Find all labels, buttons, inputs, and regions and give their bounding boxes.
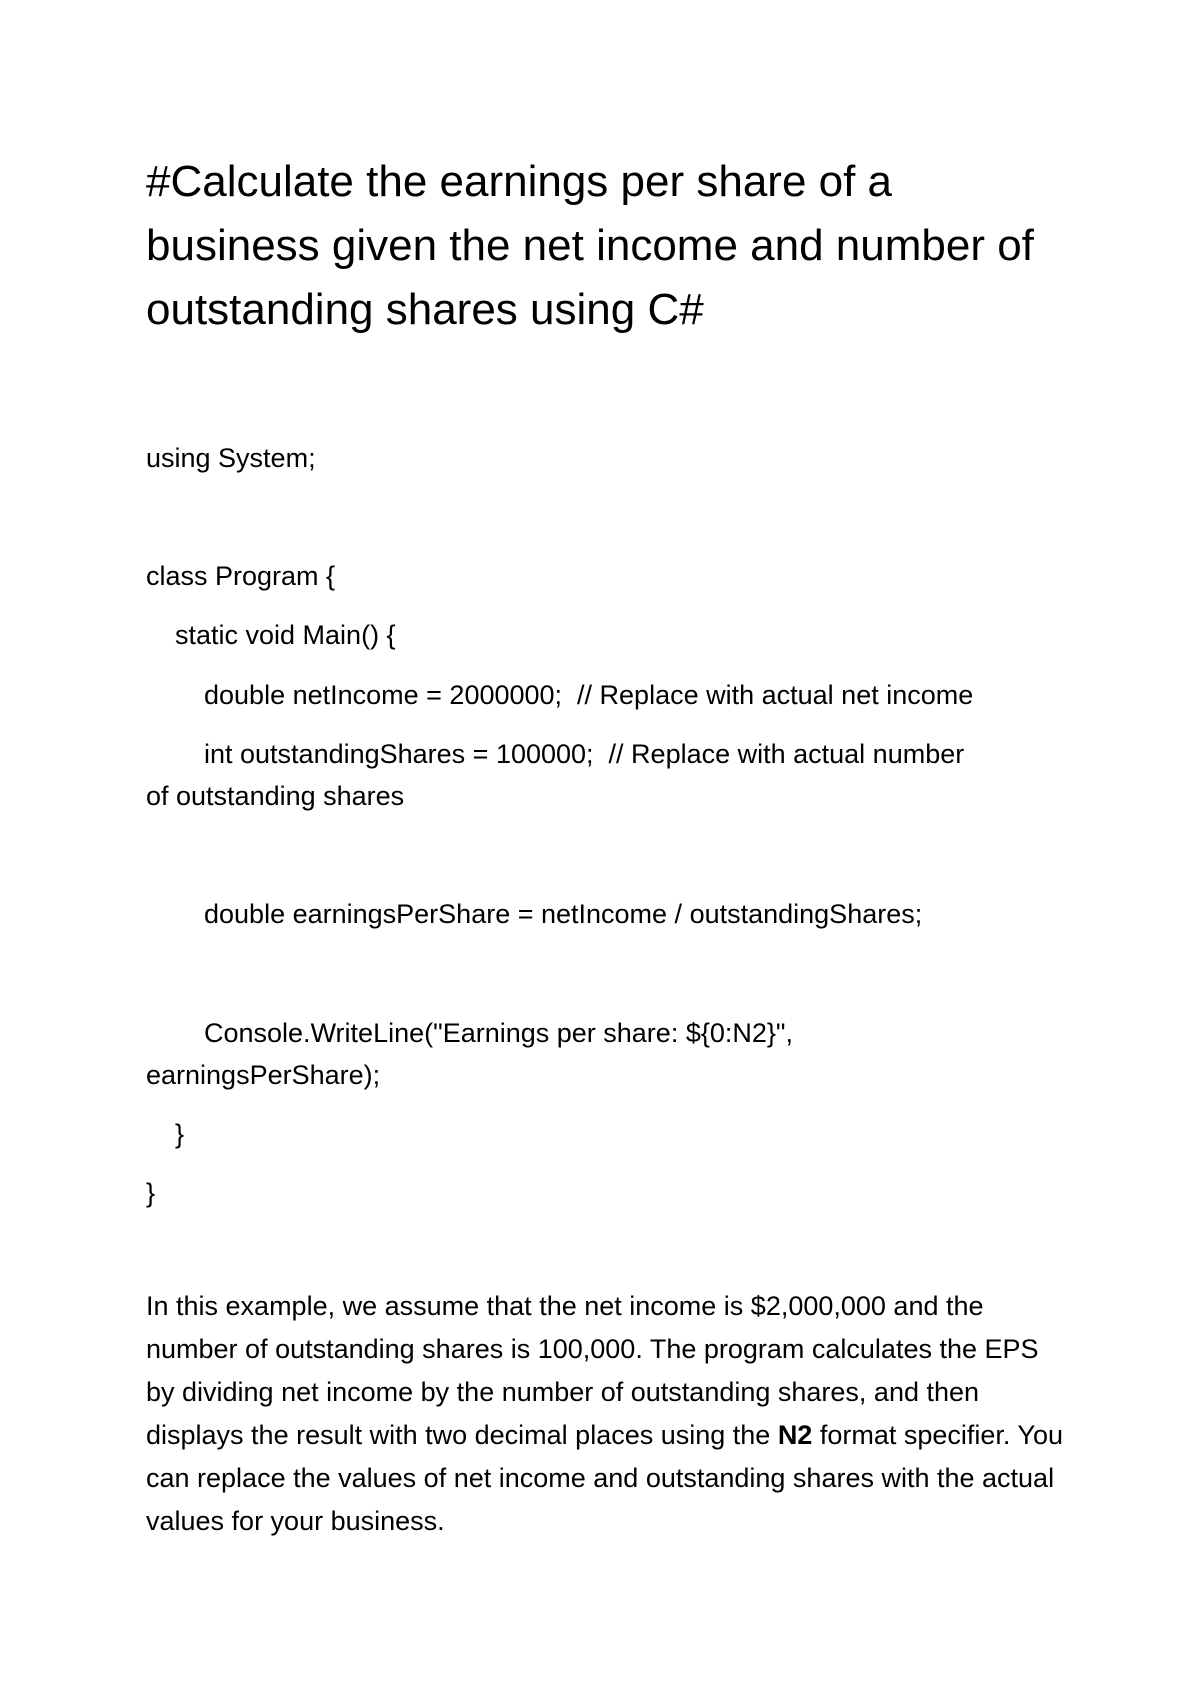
code-line: class Program { xyxy=(146,561,336,591)
explanation-text: format specifier. You can replace the values of net income and outstanding shares with the actual values for your business. xyxy=(146,1420,1063,1536)
format-specifier: N2 xyxy=(777,1420,813,1450)
code-line: double earningsPerShare = netIncome / outstandingShares; xyxy=(204,899,923,929)
code-line: } xyxy=(175,1119,185,1149)
title-line-1: #Calculate the earnings per share of a xyxy=(146,157,893,206)
explanation-paragraph xyxy=(146,1285,1066,1543)
explanation-text: In this example, we assume that the net income is $2,000,000 and the number of outstanding shares is 100,000. The program calculates the EPS by dividing net income by the number of outstanding shares, and then displays the result with two decimal places using the xyxy=(146,1291,1039,1450)
document-title xyxy=(146,150,1106,342)
code-line: double netIncome = 2000000; // Replace with actual net income xyxy=(204,680,974,710)
title-line-3: outstanding shares using C# xyxy=(146,285,704,334)
code-line: earningsPerShare); xyxy=(146,1060,381,1090)
code-line: } xyxy=(146,1178,156,1208)
code-line: int outstandingShares = 100000; // Replace with actual number xyxy=(204,739,965,769)
code-line: using System; xyxy=(146,443,316,473)
code-line: Console.WriteLine("Earnings per share: ${0:N2}", xyxy=(204,1018,793,1048)
code-line: of outstanding shares xyxy=(146,781,405,811)
title-line-2: business given the net income and number of xyxy=(146,221,1034,270)
code-line: static void Main() { xyxy=(175,620,396,650)
